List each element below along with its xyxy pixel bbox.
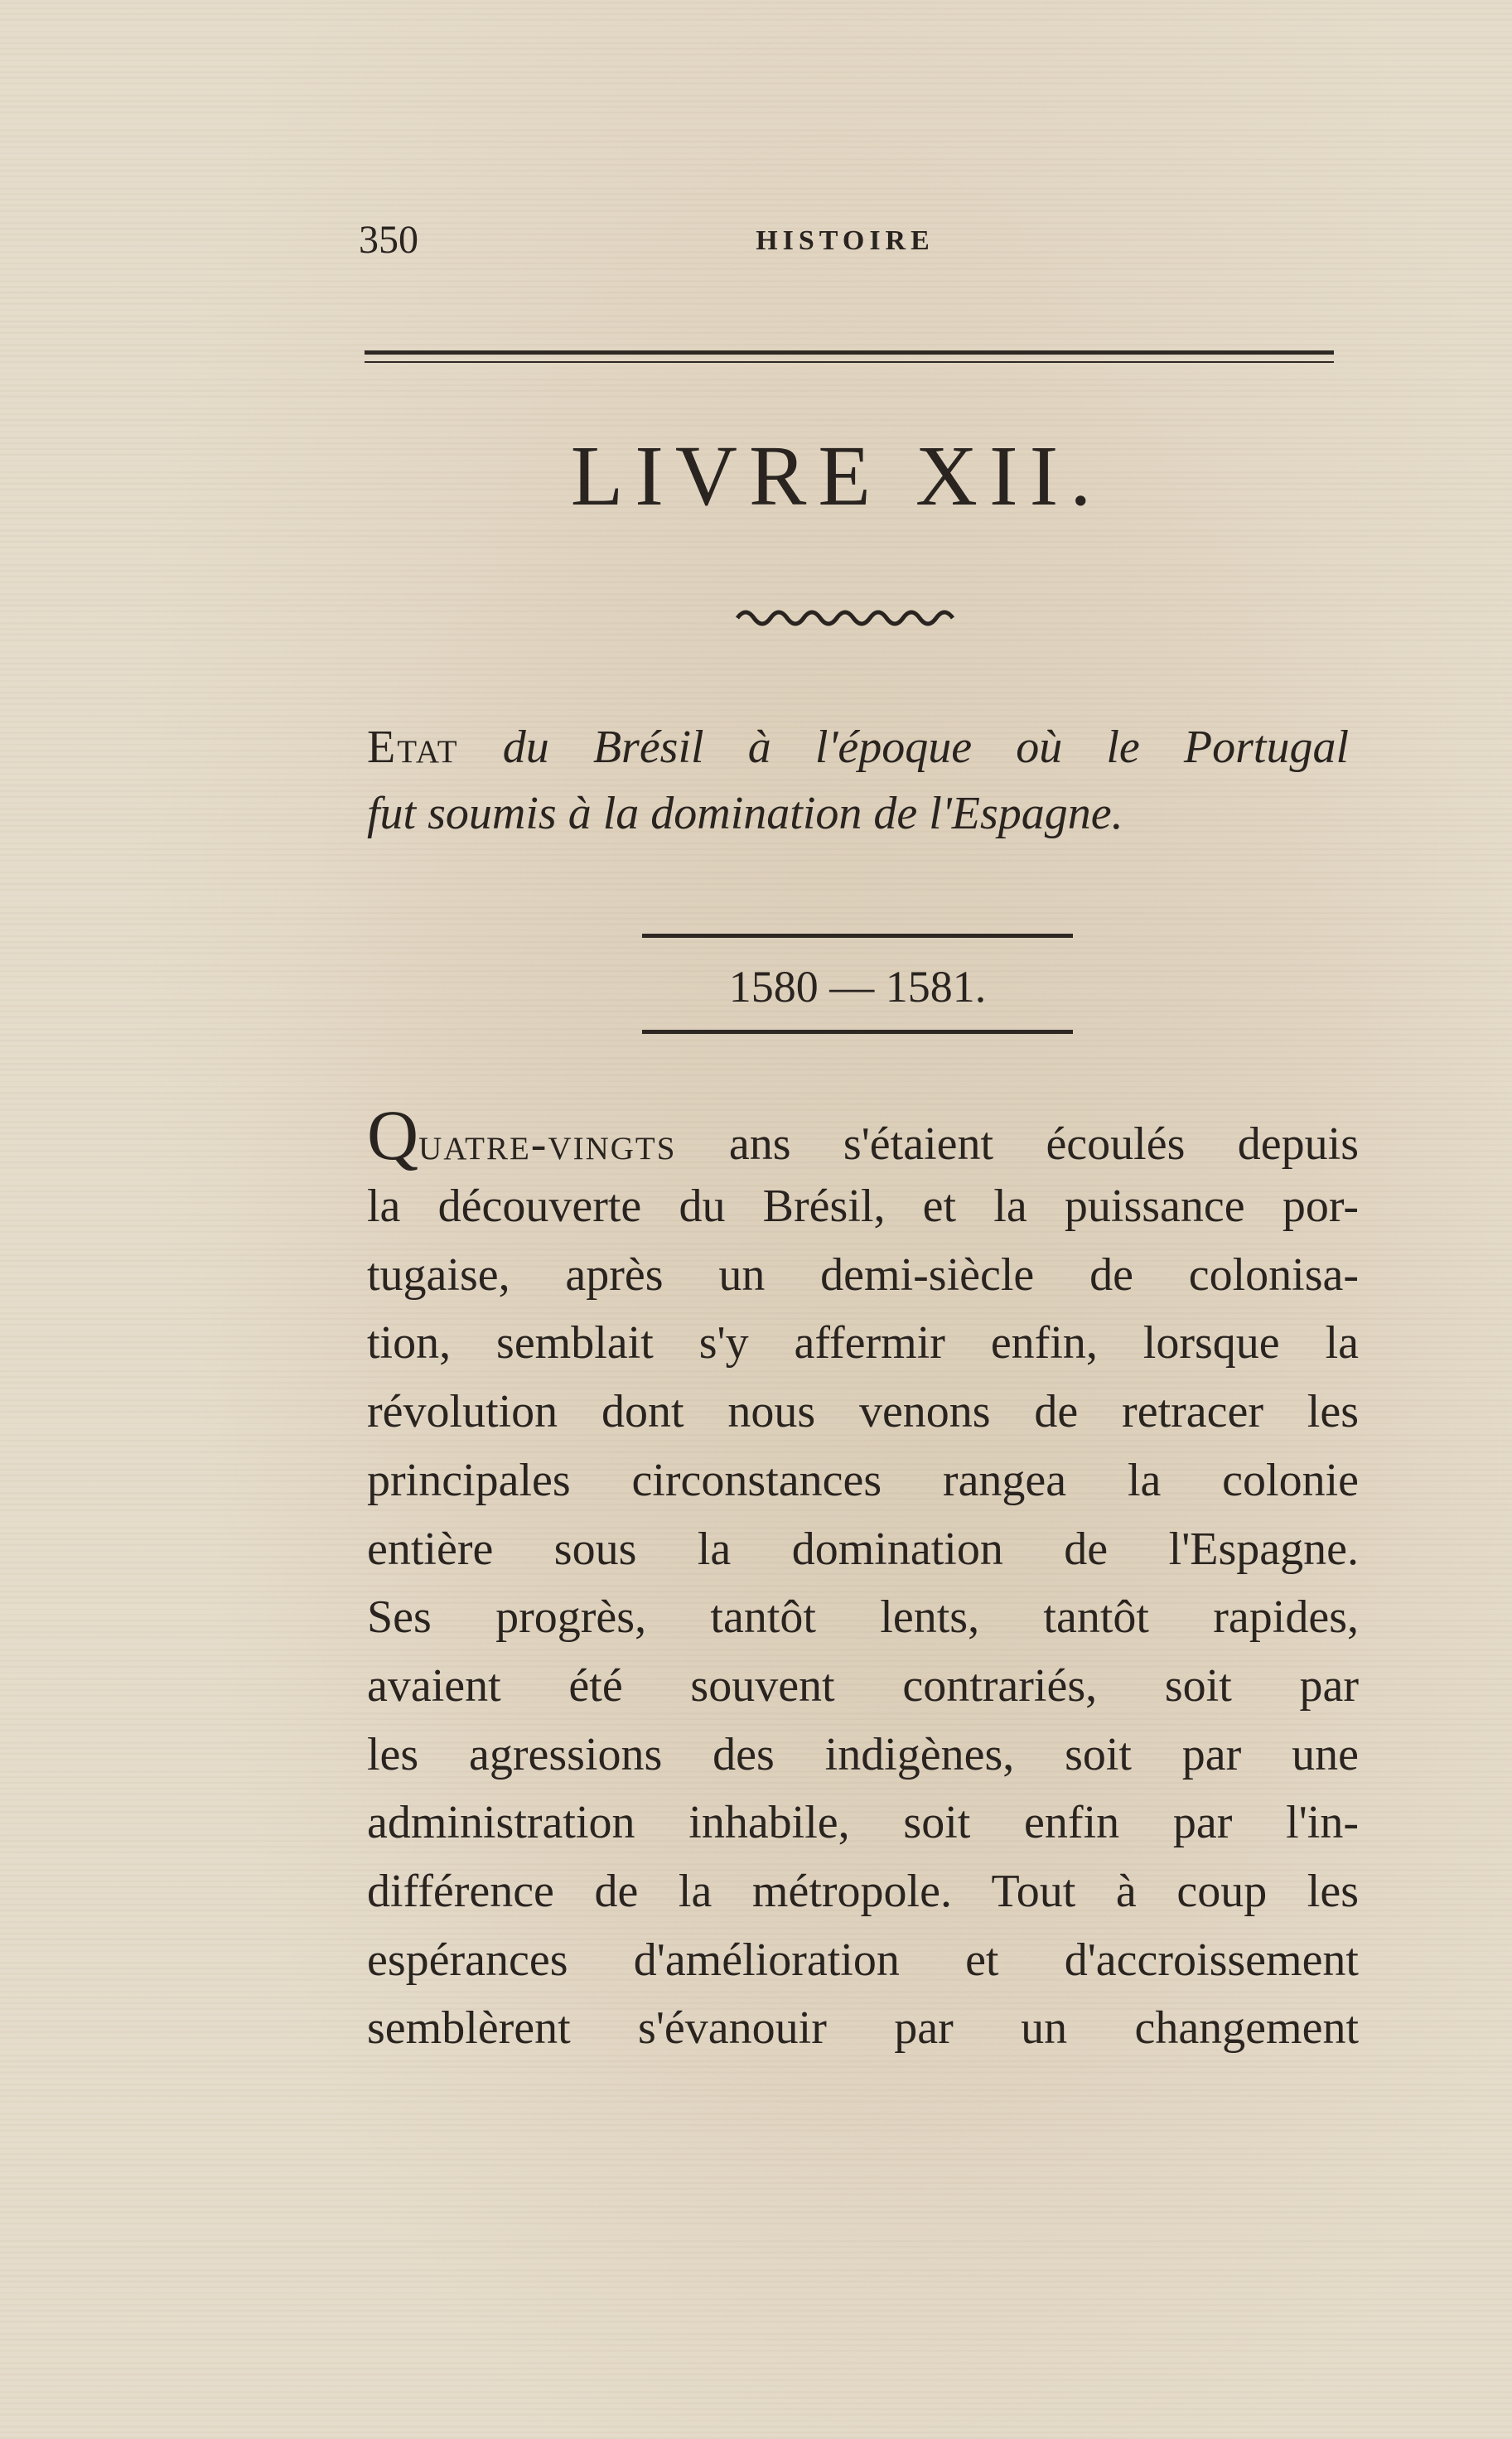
subtitle-first-word: Etat [367,722,459,773]
body-line: principales circonstances rangea la colonie [367,1454,1359,1506]
first-words: uatre-vingts [418,1118,677,1170]
subtitle-text: du Brésil à l'époque où le Portugal [502,722,1349,773]
header-rule-thin [365,361,1334,363]
header-rule-thick [365,350,1334,355]
chapter-title: LIVRE XII. [570,428,1104,524]
running-title: HISTOIRE [756,225,935,256]
chapter-subtitle-line-2: fut soumis à la domination de l'Espagne. [367,788,1123,839]
body-line: tion, semblait s'y affermir enfin, lorsque la [367,1317,1359,1369]
drop-cap: Q [367,1095,419,1175]
body-line: entière sous la domination de l'Espagne. [367,1523,1359,1575]
body-line: avaient été souvent contrariés, soit par [367,1659,1359,1712]
dates-rule-top [642,934,1073,938]
body-line: la découverte du Brésil, et la puissance por- [367,1181,1359,1232]
date-range: 1580 — 1581. [728,962,987,1012]
body-line: Ses progrès, tantôt lents, tantôt rapides, [367,1591,1359,1644]
wave-ornament-icon [733,603,957,628]
first-line-text: ans s'étaient écoulés depuis [728,1118,1359,1170]
body-line: différence de la métropole. Tout à coup les [367,1866,1359,1917]
body-line: espérances d'amélioration et d'accroissement [367,1934,1359,1986]
page-number: 350 [359,218,418,262]
body-line: tugaise, après un demi-siècle de colonisa- [367,1248,1359,1301]
body-line: révolution dont nous venons de retracer les [367,1386,1359,1438]
body-line: administration inhabile, soit enfin par l'in- [367,1797,1359,1849]
dates-rule-bottom [642,1030,1073,1034]
body-line: semblèrent s'évanouir par un changement [367,2002,1359,2055]
body-line-1 [367,1095,1359,1175]
body-line: les agressions des indigènes, soit par une [367,1728,1359,1780]
chapter-subtitle-line-1 [367,721,1349,774]
